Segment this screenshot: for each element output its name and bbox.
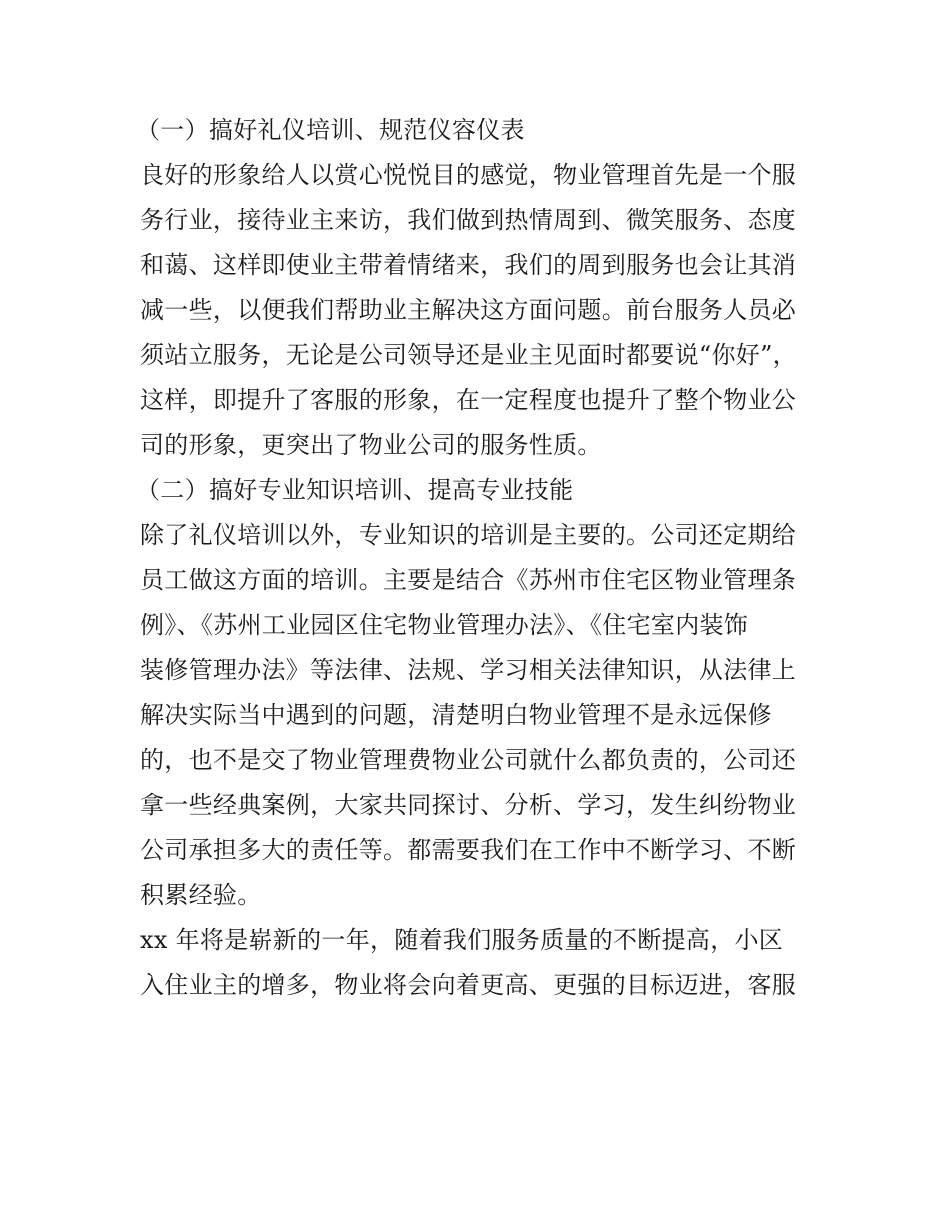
paragraph-line: 的，也不是交了物业管理费物业公司就什么都负责的，公司还 <box>140 746 797 774</box>
paragraph-line: 员工做这方面的培训。主要是结合《苏州市住宅区物业管理条 <box>140 566 797 594</box>
section-heading-2: （二）搞好专业知识培训、提高专业技能 <box>136 476 574 504</box>
paragraph-line: 入住业主的增多，物业将会向着更高、更强的目标迈进，客服 <box>140 971 797 999</box>
paragraph-line: 良好的形象给人以赏心悦悦目的感觉，物业管理首先是一个服 <box>140 161 797 189</box>
paragraph-line: 公司承担多大的责任等。都需要我们在工作中不断学习、不断 <box>140 836 797 864</box>
paragraph-line: 务行业，接待业主来访，我们做到热情周到、微笑服务、态度 <box>140 206 797 234</box>
section-heading-1: （一）搞好礼仪培训、规范仪容仪表 <box>136 116 525 144</box>
paragraph-line: 须站立服务，无论是公司领导还是业主见面时都要说“你好”， <box>140 341 797 369</box>
paragraph-line: 和蔼、这样即使业主带着情绪来，我们的周到服务也会让其消 <box>140 251 797 279</box>
paragraph-line: 例》、《苏州工业园区住宅物业管理办法》、《住宅室内装饰 <box>140 611 749 639</box>
paragraph-line: 解决实际当中遇到的问题，清楚明白物业管理不是永远保修 <box>140 701 772 729</box>
paragraph-line: 装修管理办法》等法律、法规、学习相关法律知识，从法律上 <box>140 656 797 684</box>
paragraph-line: 除了礼仪培训以外，专业知识的培训是主要的。公司还定期给 <box>140 521 797 549</box>
paragraph-line: 减一些，以便我们帮助业主解决这方面问题。前台服务人员必 <box>140 296 797 324</box>
document-body <box>136 108 812 1008</box>
paragraph-line: xx 年将是崭新的一年，随着我们服务质量的不断提高，小区 <box>140 926 784 954</box>
paragraph-line: 积累经验。 <box>140 881 262 909</box>
paragraph-line: 这样，即提升了客服的形象，在一定程度也提升了整个物业公 <box>140 386 797 414</box>
paragraph-line: 拿一些经典案例，大家共同探讨、分析、学习，发生纠纷物业 <box>140 791 797 819</box>
paragraph-line: 司的形象，更突出了物业公司的服务性质。 <box>140 431 602 459</box>
